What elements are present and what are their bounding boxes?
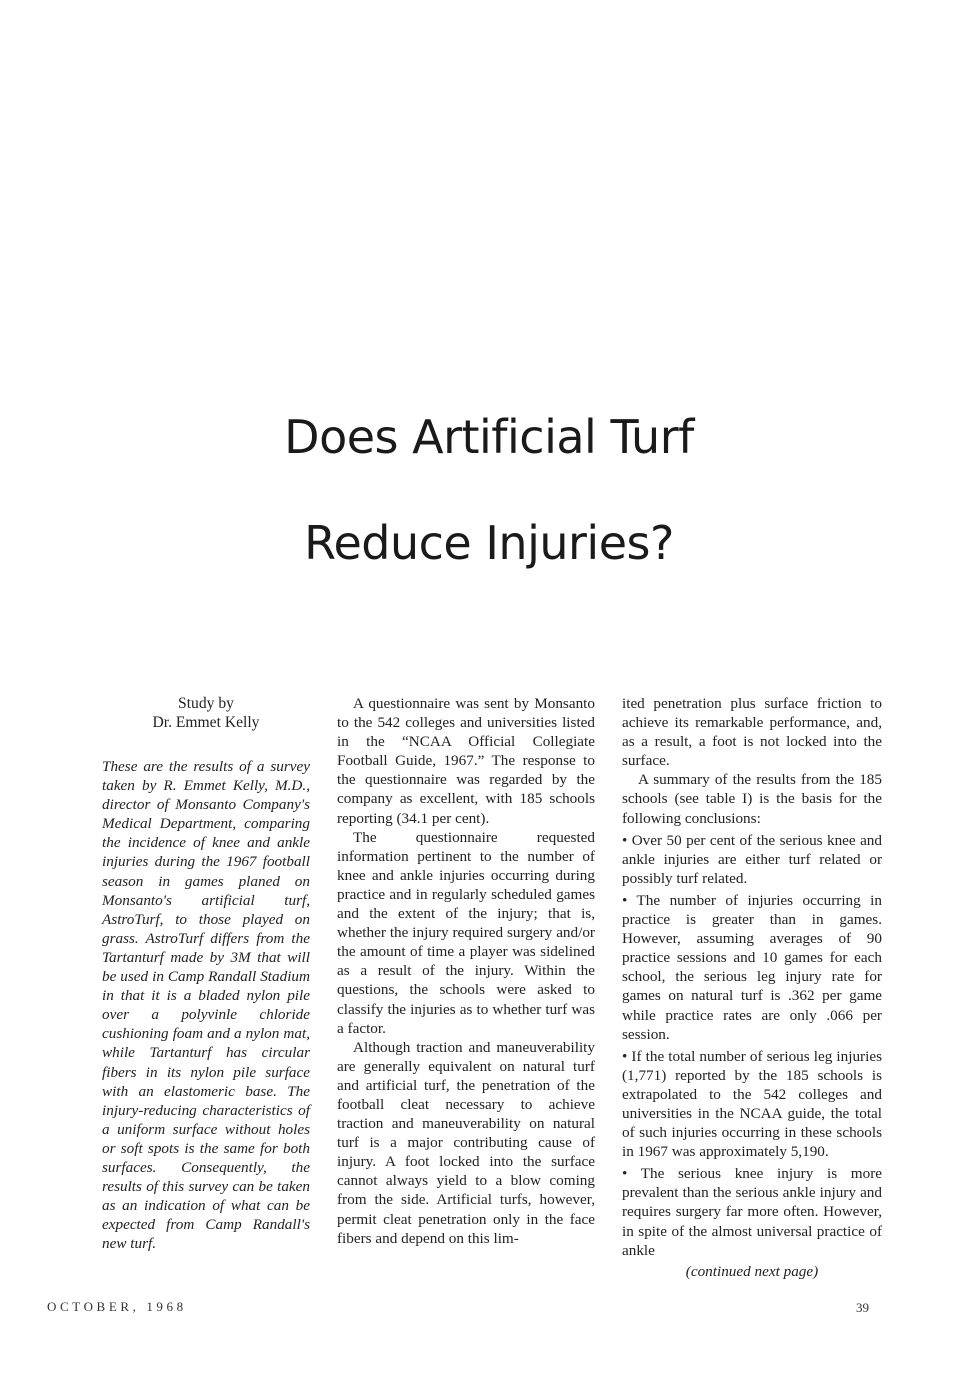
byline-line-1: Study by [178,695,234,712]
body-paragraph: Although traction and maneuverability are generally equivalent on natural turf and artificial turf, the penetration of the football cleat necessary to achieve traction and maneuverability on natural turf is a major contributing cause of injury. A foot locked into the surface cannot always yield to a blow coming from the side. Artificial turfs, however, permit cleat penetration only in the face fibers and depend on this lim- [337,1038,595,1247]
column-2 [337,694,595,1248]
column-3 [622,694,882,1281]
byline-author: Dr. Emmet Kelly [152,714,260,731]
byline [102,694,310,732]
conclusion-bullet: • The number of injuries occurring in practice is greater than in games. However, assuming averages of 90 practice sessions and 10 games for each school, the serious leg injury rate for games on natural turf is .362 per game while practice rates are only .066 per session. [622,891,882,1043]
body-paragraph: A questionnaire was sent by Monsanto to the 542 colleges and universities listed in the “NCAA Official Collegiate Football Guide, 1967.” The response to the questionnaire was regarded by the company as excellent, with 185 schools reporting (34.1 per cent). [337,695,595,827]
body-paragraph: ited penetration plus surface friction to achieve its remarkable performance, and, as a result, a foot is not locked into the surface. [622,695,882,770]
body-paragraph: The questionnaire requested information pertinent to the number of knee and ankle injuries occurring during practice and in regularly scheduled games and the extent of the injury; that is, whether the injury required surgery and/or the amount of time a player was sidelined as a result of the injury. Within the questions, the schools were asked to classify the injuries as to whether turf was a factor. [337,828,595,1037]
title-line-1: Does Artificial Turf [284,410,694,464]
conclusion-bullet: • If the total number of serious leg injuries (1,771) reported by the 185 schools is extrapolated to the 542 colleges and universities in the NCAA guide, the total of such injuries occurring in these schools in 1967 was approximately 5,190. [622,1047,882,1161]
issue-date: OCTOBER, 1968 [47,1299,187,1314]
body-paragraph: A summary of the results from the 185 schools (see table I) is the basis for the following conclusions: [622,771,882,827]
column-1 [102,694,310,1253]
conclusion-bullet: • The serious knee injury is more prevalent than the serious ankle injury and requires surgery far more often. However, in spite of the almost universal practice of ankle [622,1165,882,1259]
continued-note: (continued next page) [685,1262,819,1280]
intro-paragraph: These are the results of a survey taken by R. Emmet Kelly, M.D., director of Monsanto Company's Medical Department, comparing the incidence of knee and ankle injuries during the 1967 football season in games planed on Monsanto's artificial turf, AstroTurf, to those played on grass. AstroTurf differs from the Tartanturf made by 3M that will be used in Camp Randall Stadium in that it is a bladed nylon pile over a polyvinle chloride cushioning foam and a nylon mat, while Tartanturf has circular fibers in its nylon pile surface with an elastomeric base. The injury-reducing characteristics of a uniform surface without holes or soft spots is the same for both surfaces. Consequently, the results of this survey can be taken as an indication of what can be expected from Camp Randall's new turf. [102,758,310,1253]
title-line-2: Reduce Injuries? [304,516,674,570]
page-number: 39 [856,1300,869,1315]
conclusion-bullet: • Over 50 per cent of the serious knee and ankle injuries are either turf related or possibly turf related. [622,831,882,887]
